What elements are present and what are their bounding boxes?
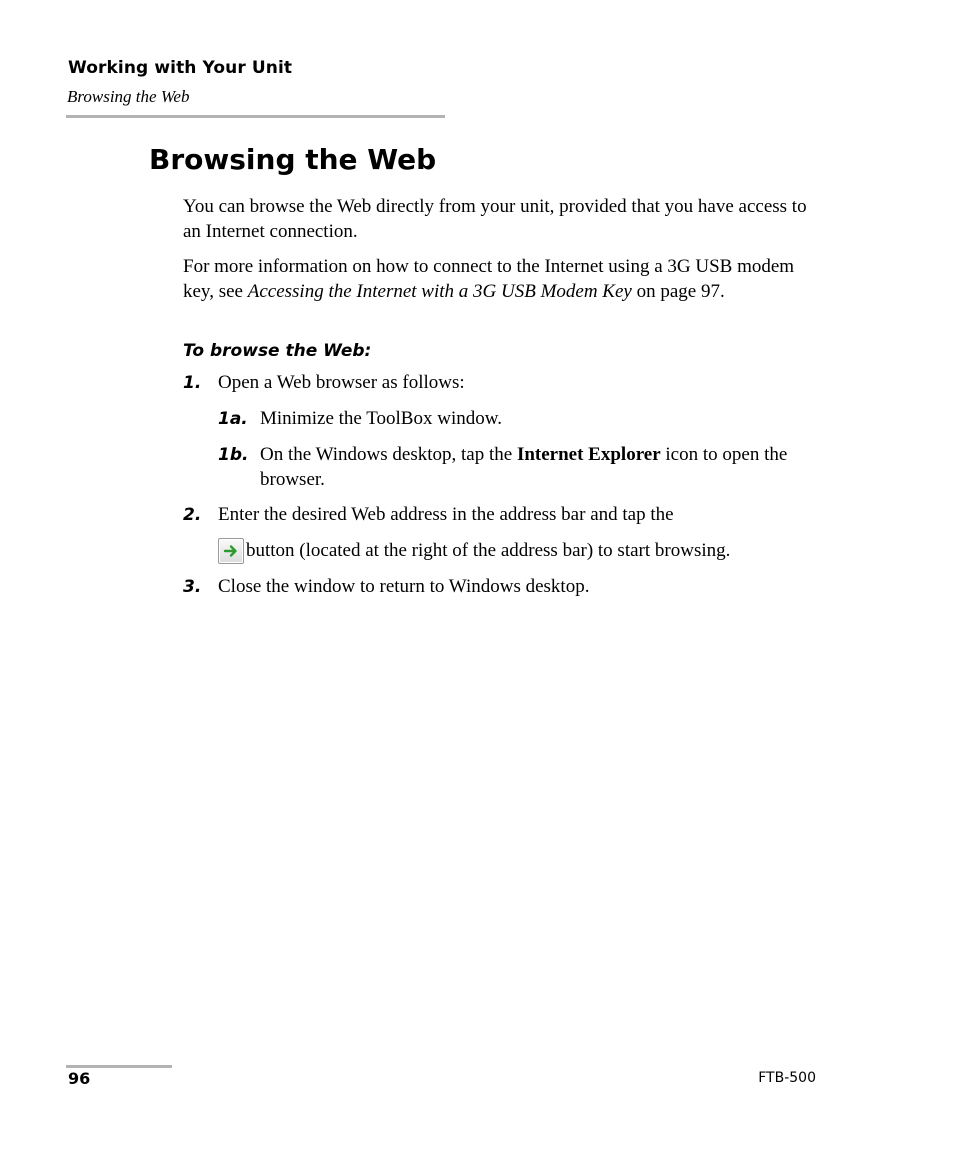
substep-text-part: On the Windows desktop, tap the — [260, 444, 517, 465]
procedure-heading: To browse the Web: — [183, 341, 372, 361]
footer-rule — [66, 1065, 172, 1068]
more-info-page-ref: on page 97. — [631, 280, 725, 302]
substep-text: Minimize the ToolBox window. — [260, 408, 502, 429]
step-text: Close the window to return to Windows desktop. — [218, 576, 590, 597]
more-info-paragraph — [183, 255, 823, 304]
cross-reference-link[interactable]: Accessing the Internet with a 3G USB Modem Key — [247, 280, 632, 302]
substep-text — [260, 443, 830, 492]
step-text-continued: button (located at the right of the address bar) to start browsing. — [246, 540, 731, 561]
substep-number: 1b. — [218, 445, 249, 465]
step-text: Enter the desired Web address in the address bar and tap the — [218, 504, 674, 525]
step-text: Open a Web browser as follows: — [218, 372, 465, 393]
intro-paragraph: You can browse the Web directly from your unit, provided that you have access to an Internet connection. — [183, 196, 807, 242]
step-number: 2. — [183, 505, 202, 525]
step-number: 1. — [183, 373, 202, 393]
step-number: 3. — [183, 577, 202, 597]
page-title: Browsing the Web — [149, 143, 437, 176]
running-header-section: Browsing the Web — [67, 87, 190, 106]
more-info-text: For more information on how to connect to the Internet using a 3G USB modem key, see — [183, 256, 795, 302]
running-header-chapter: Working with Your Unit — [68, 58, 293, 78]
internet-explorer-label: Internet Explorer — [516, 444, 661, 465]
substep-number: 1a. — [218, 409, 248, 429]
go-button — [218, 538, 244, 564]
green-arrow-right-icon — [223, 543, 239, 559]
header-rule — [66, 115, 445, 118]
product-name: FTB-500 — [758, 1070, 816, 1086]
substep-text-part: icon to open the browser. — [260, 444, 788, 490]
page-number: 96 — [68, 1069, 91, 1088]
